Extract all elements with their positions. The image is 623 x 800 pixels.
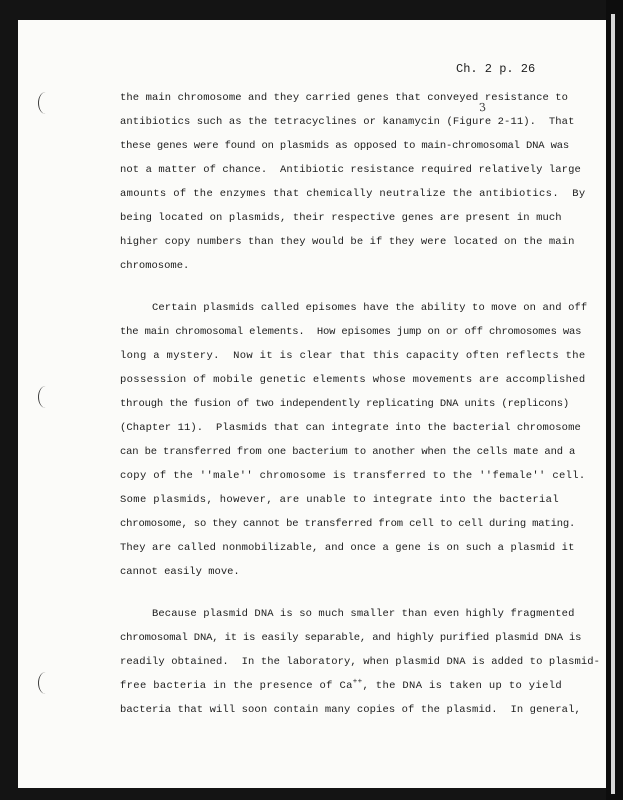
handwritten-correction: 3	[478, 100, 487, 115]
page-header: Ch. 2 p. 26	[456, 62, 536, 76]
text-line: antibiotics such as the tetracyclines or kanamycin (Figure 2-11). That	[120, 116, 575, 128]
text-line: bacteria that will soon contain many copies of the plasmid. In general,	[120, 704, 581, 716]
text-line: Certain plasmids called episomes have the ability to move on and off	[120, 302, 588, 314]
text-line: the main chromosome and they carried genes that conveyed resistance to	[120, 92, 569, 104]
text-line: (Chapter 11). Plasmids that can integrate into the bacterial chromosome	[120, 422, 581, 434]
page-edge-strip	[611, 14, 615, 794]
text-line: through the fusion of two independently replicating DNA units (replicons)	[120, 398, 570, 410]
text-segment: free bacteria in the presence of Ca	[120, 680, 353, 692]
superscript-charge: ++	[352, 678, 363, 686]
text-line: chromosomal DNA, it is easily separable, and highly purified plasmid DNA is	[120, 632, 582, 644]
binder-hole-mark	[38, 672, 53, 694]
text-line: long a mystery. Now it is clear that this capacity often reflects the	[120, 350, 586, 362]
text-line: being located on plasmids, their respective genes are present in much	[120, 212, 562, 224]
binder-hole-mark	[38, 92, 53, 114]
text-line: chromosome, so they cannot be transferred from cell to cell during mating.	[120, 518, 576, 530]
text-line: not a matter of chance. Antibiotic resistance required relatively large	[120, 164, 581, 176]
text-line: copy of the ''male'' chromosome is transferred to the ''female'' cell.	[120, 470, 586, 482]
binder-hole-mark	[38, 386, 53, 408]
text-segment: , the DNA is taken up to yield	[362, 680, 563, 692]
text-line: higher copy numbers than they would be if they were located on the main	[120, 236, 575, 248]
text-line: Because plasmid DNA is so much smaller than even highly fragmented	[120, 608, 575, 620]
text-line: amounts of the enzymes that chemically neutralize the antibiotics. By	[120, 188, 586, 200]
text-line: chromosome.	[120, 260, 190, 272]
text-line	[120, 680, 562, 692]
text-line: the main chromosomal elements. How episomes jump on or off chromosomes was	[120, 326, 582, 338]
text-line: possession of mobile genetic elements whose movements are accomplished	[120, 374, 586, 386]
text-line: these genes were found on plasmids as opposed to main-chromosomal DNA was	[120, 140, 570, 152]
text-line: readily obtained. In the laboratory, when plasmid DNA is added to plasmid-	[120, 656, 601, 668]
text-line: Some plasmids, however, are unable to integrate into the bacterial	[120, 494, 559, 506]
text-line: They are called nonmobilizable, and once a gene is on such a plasmid it	[120, 542, 575, 554]
text-line: cannot easily move.	[120, 566, 240, 578]
text-line: can be transferred from one bacterium to another when the cells mate and a	[120, 446, 576, 458]
